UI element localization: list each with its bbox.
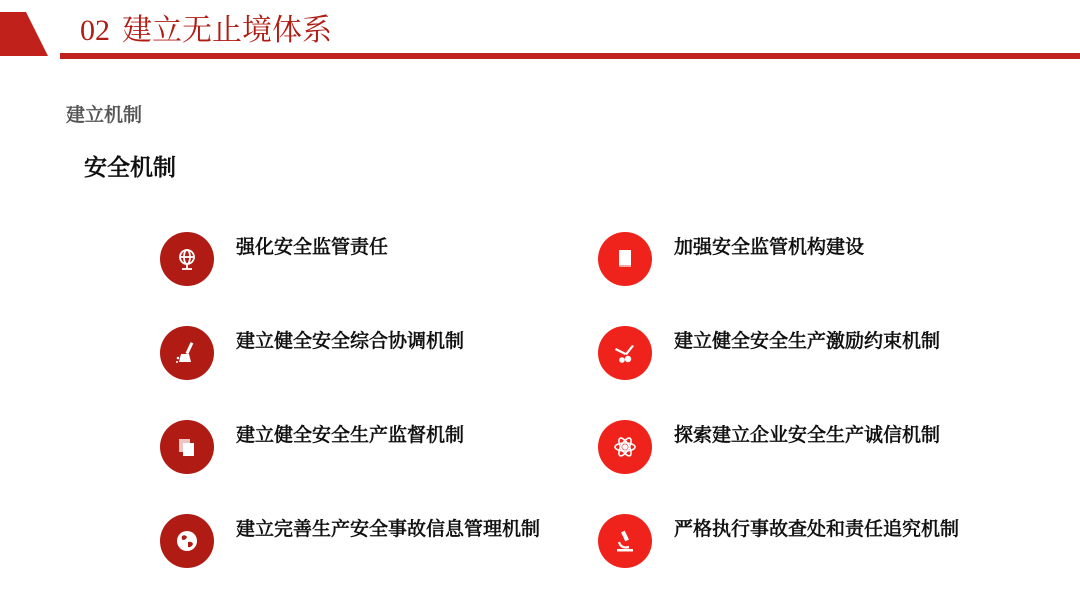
item-label: 强化安全监管责任 — [236, 236, 389, 258]
atom-icon — [598, 420, 652, 474]
book-icon — [598, 232, 652, 286]
item-label: 建立健全安全生产监督机制 — [236, 424, 465, 446]
list-item — [160, 232, 590, 286]
copy-icon — [160, 420, 214, 474]
subtitle: 建立机制 — [66, 104, 143, 126]
section-title: 建立无止境体系 — [122, 13, 332, 48]
list-item — [160, 420, 590, 474]
list-item — [598, 420, 1028, 474]
world-icon — [160, 514, 214, 568]
list-item — [598, 514, 1028, 568]
item-label: 建立完善生产安全事故信息管理机制 — [236, 518, 541, 540]
item-label: 建立健全安全生产激励约束机制 — [674, 330, 941, 352]
header-divider — [60, 53, 1080, 59]
broom-icon — [160, 326, 214, 380]
item-label: 建立健全安全综合协调机制 — [236, 330, 465, 352]
page-title — [80, 8, 332, 53]
section-number: 02 — [80, 14, 110, 47]
microscope-icon — [598, 514, 652, 568]
item-label: 严格执行事故查处和责任追究机制 — [674, 518, 960, 540]
scissors-icon — [598, 326, 652, 380]
corner-tab-shape — [0, 0, 50, 60]
list-item — [598, 232, 1028, 286]
globe-icon — [160, 232, 214, 286]
list-item — [160, 326, 590, 380]
list-item — [160, 514, 590, 568]
section-heading: 安全机制 — [84, 155, 176, 181]
list-item — [598, 326, 1028, 380]
item-label: 加强安全监管机构建设 — [674, 236, 865, 258]
item-label: 探索建立企业安全生产诚信机制 — [674, 424, 941, 446]
